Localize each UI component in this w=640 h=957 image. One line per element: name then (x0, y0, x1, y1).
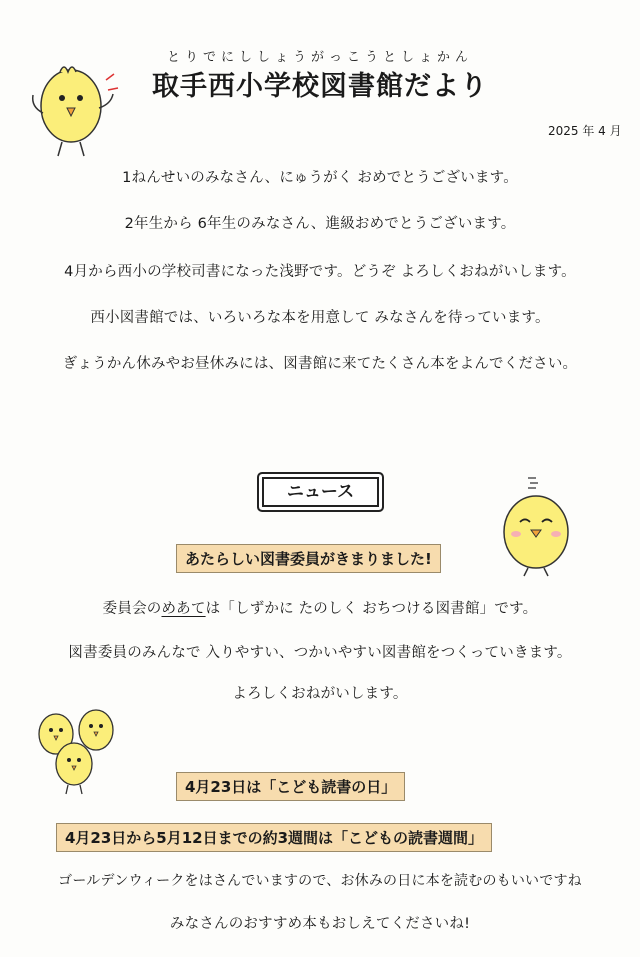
chick-waving-icon (26, 58, 116, 163)
committee-line-1-post: は「しずかに たのしく おちつける図書館」です。 (205, 601, 538, 617)
intro-line-3: 4月から西小の学校司書になった浅野です。どうぞ よろしくおねがいします。 (64, 264, 576, 280)
page-title: 取手西小学校図書館だより (152, 71, 488, 102)
issue-date: 2025 年 4 月 (548, 124, 622, 138)
reading-week-label: 4月23日から5月12日までの約3週間は「こどもの読書週間」 (56, 823, 492, 852)
intro-line-1: 1ねんせいのみなさん、にゅうがく おめでとうございます。 (122, 170, 518, 186)
reading-line-2: みなさんのおすすめ本もおしえてくださいね! (169, 916, 471, 932)
title-furigana: とりでにししょうがっこうとしょかん (166, 50, 473, 65)
committee-line-3: よろしくおねがいします。 (232, 686, 408, 702)
reading-line-1: ゴールデンウィークをはさんでいますので、お休みの日に本を読むのもいいですね (58, 873, 582, 889)
committee-line-1-pre: 委員会の (102, 601, 162, 617)
intro-line-2: 2年生から 6年生のみなさん、進級おめでとうございます。 (124, 216, 516, 232)
chick-group-icon (34, 702, 124, 797)
chick-happy-icon (498, 470, 578, 580)
reading-day-label: 4月23日は「こども読書の日」 (176, 772, 405, 801)
committee-line-1 (0, 597, 640, 618)
committee-label: あたらしい図書委員がきまりました! (176, 544, 441, 573)
committee-goal-word: めあて (161, 601, 206, 617)
committee-line-2: 図書委員のみんなで 入りやすい、つかいやすい図書館をつくっていきます。 (68, 645, 572, 661)
news-heading: ニュース (257, 472, 384, 512)
intro-line-5: ぎょうかん休みやお昼休みには、図書館に来てたくさん本をよんでください。 (62, 356, 578, 372)
intro-line-4: 西小図書館では、いろいろな本を用意して みなさんを待っています。 (90, 310, 550, 326)
